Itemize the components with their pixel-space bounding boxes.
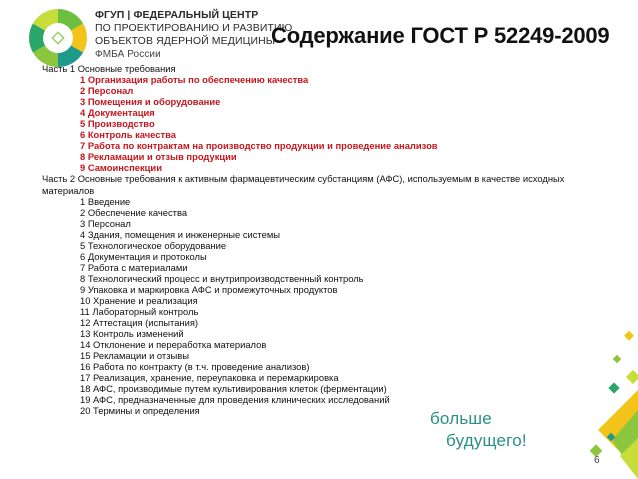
part2-item: 12 Аттестация (испытания) bbox=[80, 317, 199, 329]
part2-item: 14 Отклонение и переработка материалов bbox=[80, 339, 267, 351]
org-line-1: ФГУП | ФЕДЕРАЛЬНЫЙ ЦЕНТР bbox=[95, 9, 259, 21]
page-title: Содержание ГОСТ Р 52249-2009 bbox=[271, 23, 610, 48]
part2-item: 2 Обеспечение качества bbox=[80, 206, 188, 218]
part2-item: 4 Здания, помещения и инженерные системы bbox=[80, 228, 281, 240]
part2-item: 11 Лабораторный контроль bbox=[80, 306, 199, 318]
part2-item: 5 Технологическое оборудование bbox=[80, 239, 227, 251]
part1-item: 9 Самоинспекции bbox=[80, 162, 162, 174]
part1-item: 2 Персонал bbox=[80, 85, 134, 97]
part2-heading-line-1: Часть 2 Основные требования к активным фармацевтическим субстанциям (АФС), используемым в качестве исходных bbox=[42, 173, 565, 185]
part2-item: 3 Персонал bbox=[80, 217, 131, 229]
part1-item: 3 Помещения и оборудование bbox=[80, 96, 221, 108]
org-line-3: ОБЪЕКТОВ ЯДЕРНОЙ МЕДИЦИНЫ bbox=[95, 35, 276, 47]
part1-item: 8 Рекламации и отзыв продукции bbox=[80, 151, 237, 163]
decorative-shapes bbox=[568, 270, 638, 479]
part2-item: 7 Работа с материалами bbox=[80, 261, 188, 273]
slogan-line-1: больше bbox=[430, 409, 492, 428]
organization-name bbox=[95, 9, 292, 61]
deco-diamond bbox=[624, 331, 634, 341]
part2-item: 1 Введение bbox=[80, 195, 131, 207]
part1-item: 1 Организация работы по обеспечению качества bbox=[80, 74, 309, 86]
part2-item: 19 АФС, предназначенные для проведения клинических исследований bbox=[80, 394, 390, 406]
table-of-contents bbox=[42, 63, 597, 417]
org-line-2: ПО ПРОЕКТИРОВАНИЮ И РАЗВИТИЮ bbox=[95, 22, 293, 34]
part2-item: 17 Реализация, хранение, переупаковка и перемаркировка bbox=[80, 372, 339, 384]
deco-diamond bbox=[613, 355, 621, 363]
slogan bbox=[430, 408, 527, 452]
deco-diamond bbox=[626, 370, 638, 384]
deco-diamond bbox=[608, 382, 619, 393]
fmba-logo bbox=[28, 8, 88, 68]
part2-item: 20 Термины и определения bbox=[80, 405, 200, 417]
logo-ring bbox=[36, 16, 80, 60]
part2-item: 13 Контроль изменений bbox=[80, 328, 184, 340]
part2-item: 16 Работа по контракту (в т.ч. проведение анализов) bbox=[80, 361, 310, 373]
part1-item: 4 Документация bbox=[80, 107, 155, 119]
part2-item: 10 Хранение и реализация bbox=[80, 294, 198, 306]
part2-item: 18 АФС, производимые путем культивирования клеток (ферментации) bbox=[80, 383, 387, 395]
part2-item: 8 Технологический процесс и внутрипроизводственный контроль bbox=[80, 272, 364, 284]
part1-heading: Часть 1 Основные требования bbox=[42, 63, 176, 74]
part1-item: 7 Работа по контрактам на производство продукции и проведение анализов bbox=[80, 140, 438, 152]
slogan-line-2: будущего! bbox=[446, 431, 527, 450]
part2-item: 6 Документация и протоколы bbox=[80, 250, 207, 262]
part2-item: 15 Рекламации и отзывы bbox=[80, 350, 189, 362]
page-number: 6 bbox=[594, 455, 600, 466]
part2-heading-line-2: материалов bbox=[42, 184, 95, 196]
org-line-4: ФМБА России bbox=[95, 49, 161, 60]
part1-item: 6 Контроль качества bbox=[80, 129, 176, 141]
part2-item: 9 Упаковка и маркировка АФС и промежуточных продуктов bbox=[80, 283, 338, 295]
part1-item: 5 Производство bbox=[80, 118, 155, 130]
